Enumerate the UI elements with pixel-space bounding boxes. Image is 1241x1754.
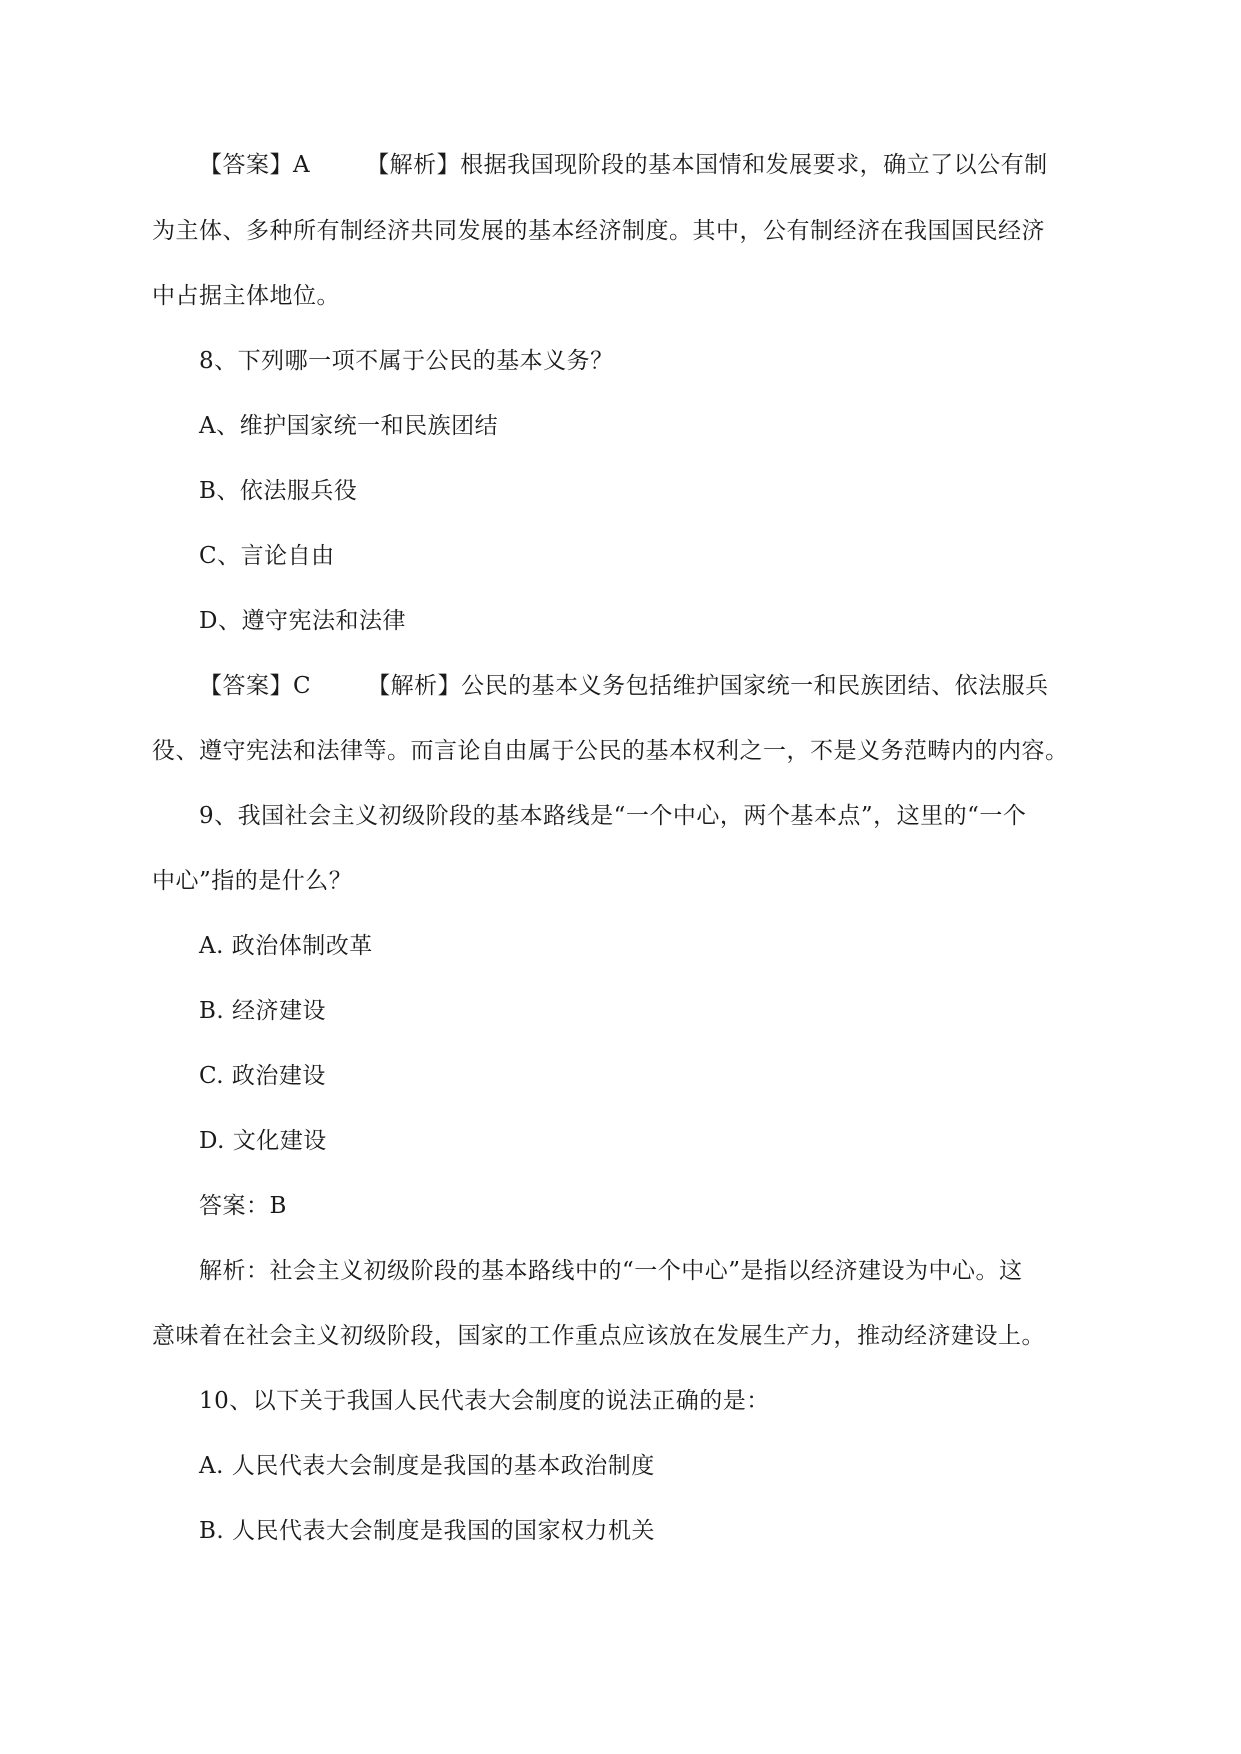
q8-analysis-line2: 役、遵守宪法和法律等。而言论自由属于公民的基本权利之一，不是义务范畴内的内容。 [152, 738, 1069, 764]
q9-analysis-line1: 解析：社会主义初级阶段的基本路线中的“一个中心”是指以经济建设为中心。这 [199, 1258, 1023, 1284]
q7-analysis-text: 根据我国现阶段的基本国情和发展要求，确立了以公有制 [460, 152, 1048, 178]
q7-answer-line [199, 150, 1048, 180]
q8-option-a: A、维护国家统一和民族团结 [199, 413, 499, 439]
q10-option-b: B. 人民代表大会制度是我国的国家权力机关 [199, 1518, 656, 1544]
q7-analysis-label: 【解析】 [366, 152, 461, 178]
q8-option-b: B、依法服兵役 [199, 478, 358, 504]
q8-option-c: C、言论自由 [199, 543, 335, 569]
q8-answer-line [199, 671, 1049, 701]
q8-question: 8、下列哪一项不属于公民的基本义务？ [199, 348, 614, 374]
q8-analysis-text: 公民的基本义务包括维护国家统一和民族团结、依法服兵 [461, 673, 1049, 699]
q8-option-d: D、遵守宪法和法律 [199, 608, 406, 634]
q9-option-a: A. 政治体制改革 [199, 933, 373, 959]
q7-analysis-line2: 为主体、多种所有制经济共同发展的基本经济制度。其中，公有制经济在我国国民经济 [152, 218, 1045, 244]
q10-option-a: A. 人民代表大会制度是我国的基本政治制度 [199, 1453, 655, 1479]
q9-analysis-line2: 意味着在社会主义初级阶段，国家的工作重点应该放在发展生产力，推动经济建设上。 [152, 1323, 1045, 1349]
q9-option-b: B. 经济建设 [199, 998, 327, 1024]
q9-question-line1: 9、我国社会主义初级阶段的基本路线是“一个中心，两个基本点”，这里的“一个 [199, 803, 1027, 829]
q8-analysis-label: 【解析】 [367, 673, 462, 699]
q7-answer-label: 【答案】A [199, 152, 311, 178]
q9-question-line2: 中心”指的是什么？ [152, 868, 353, 894]
q9-answer: 答案：B [199, 1193, 287, 1219]
q7-analysis-line3: 中占据主体地位。 [152, 283, 340, 309]
q9-option-d: D. 文化建设 [199, 1128, 327, 1154]
q10-question: 10、以下关于我国人民代表大会制度的说法正确的是： [199, 1388, 770, 1414]
q8-answer-label: 【答案】C [199, 673, 312, 699]
q9-option-c: C. 政治建设 [199, 1063, 326, 1089]
